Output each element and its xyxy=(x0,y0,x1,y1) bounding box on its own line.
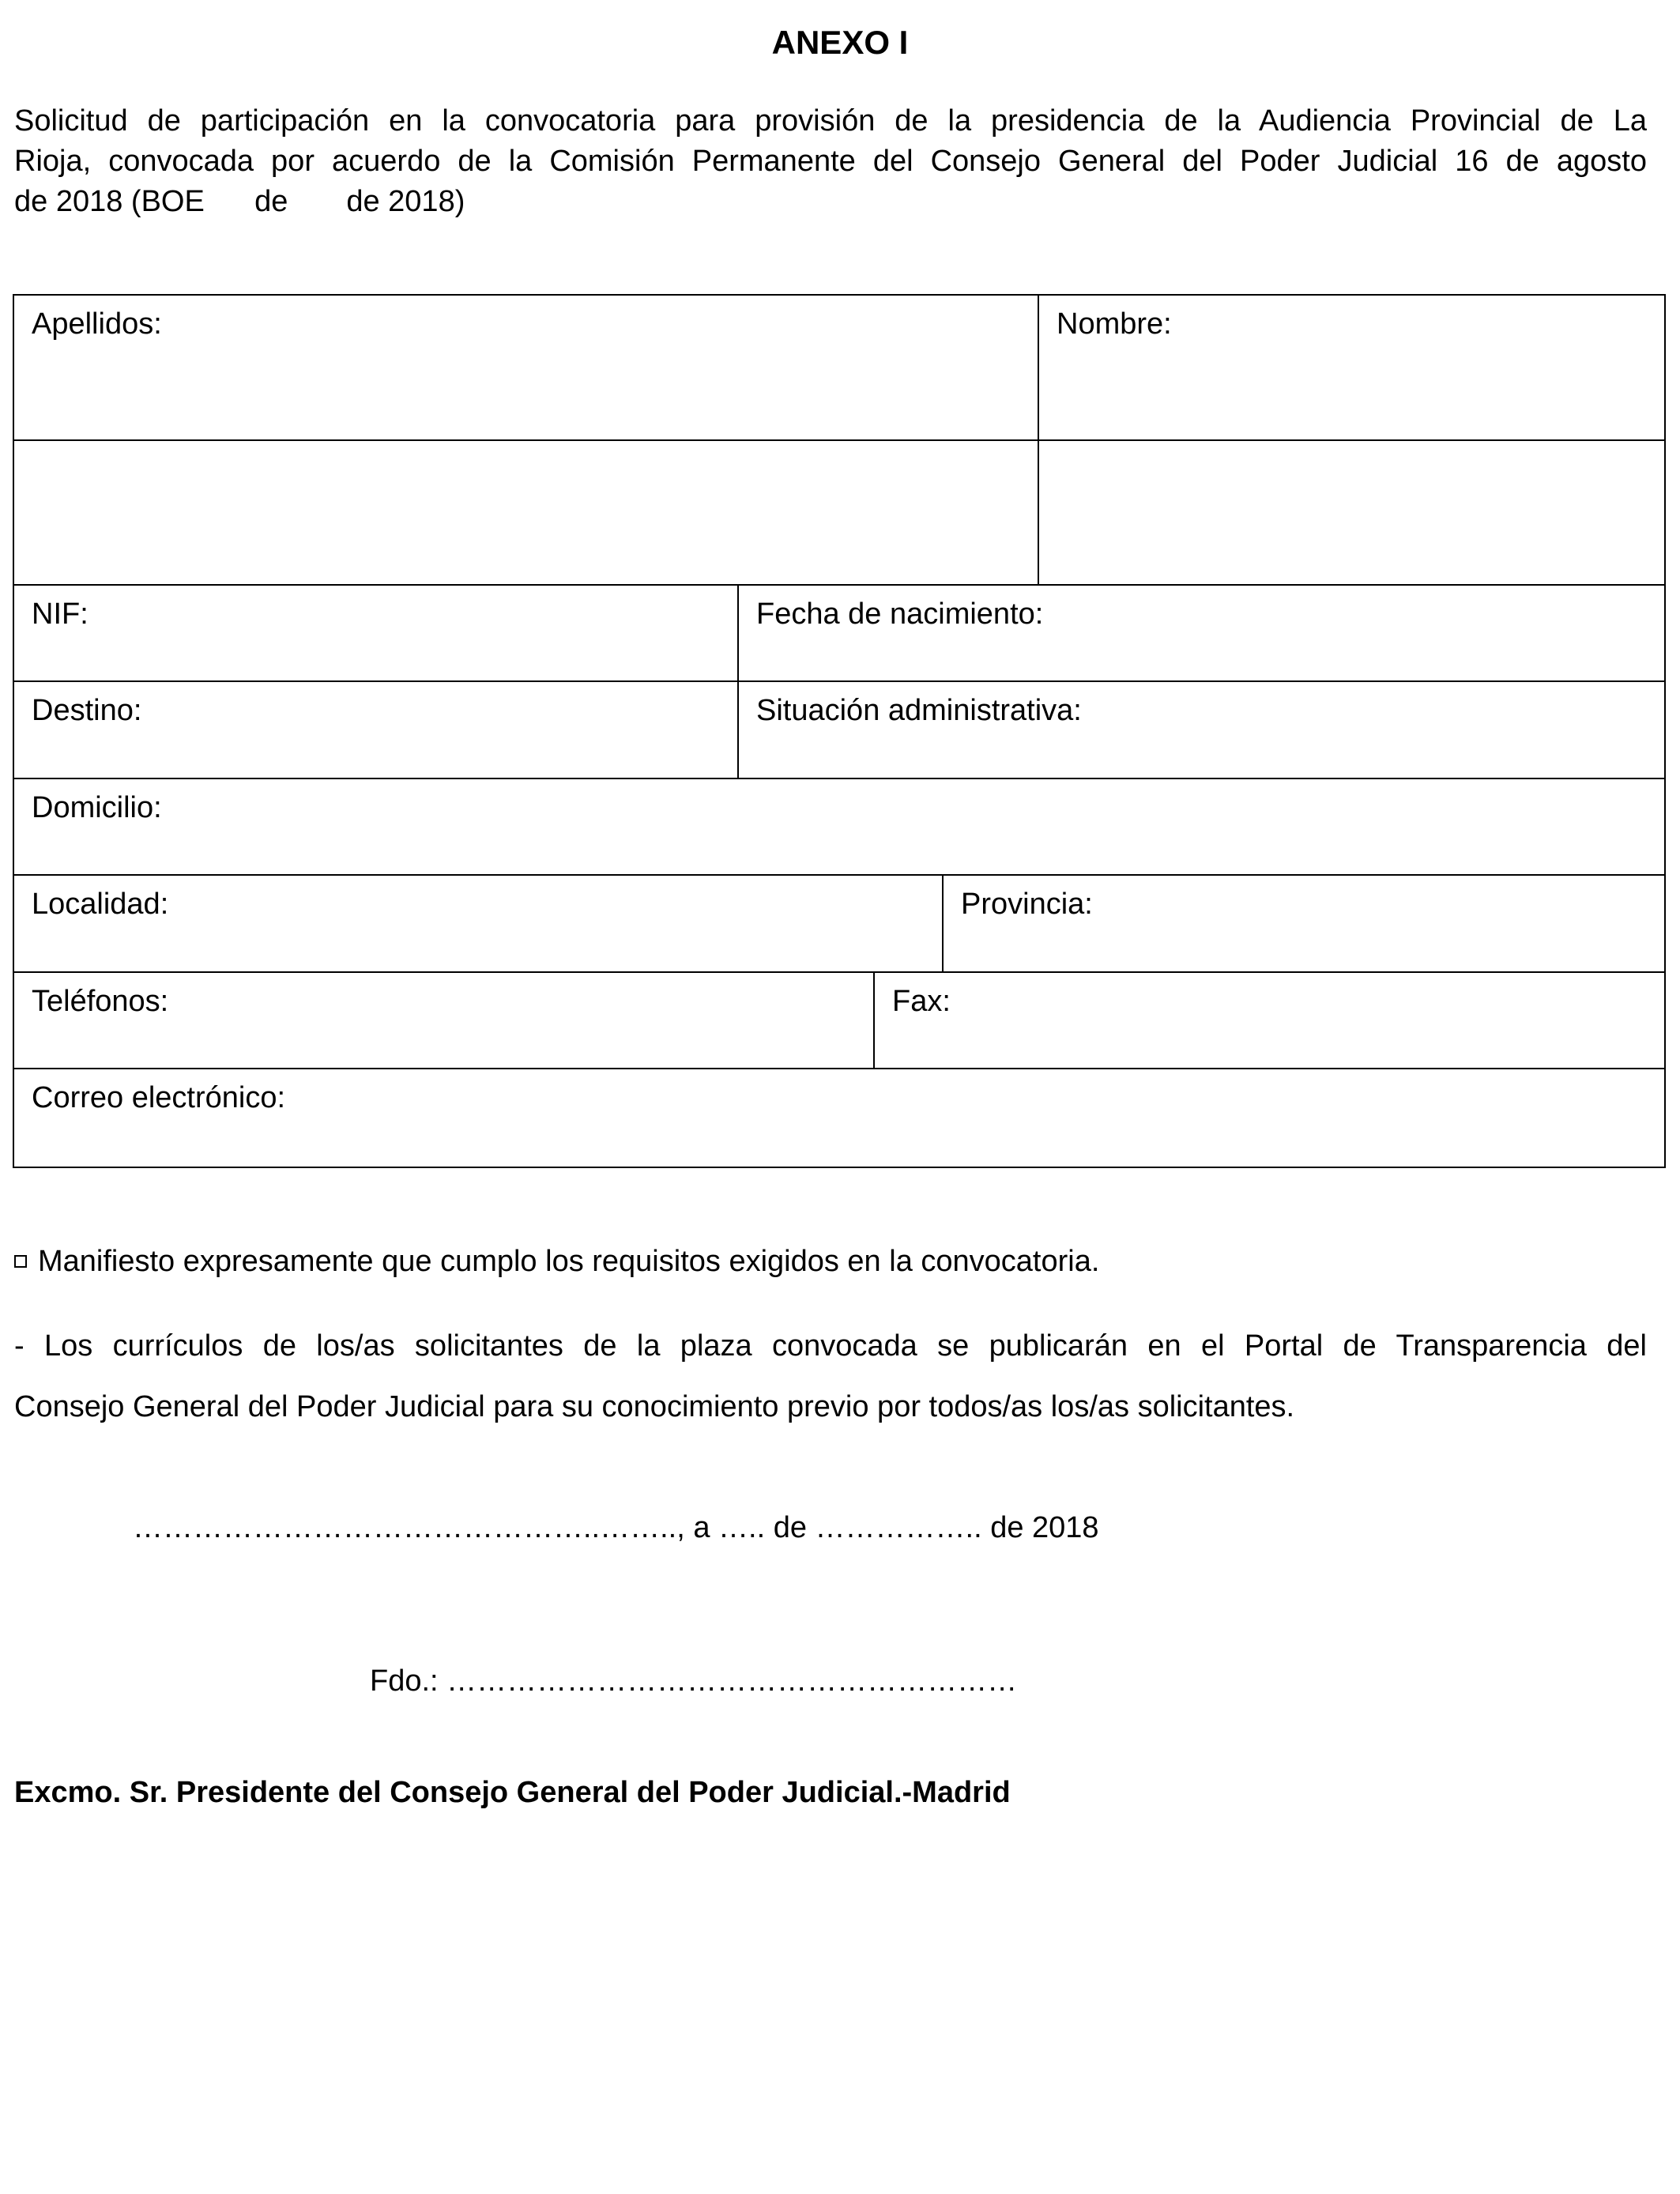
note-line-2: Consejo General del Poder Judicial para su conocimiento previo por todos/as los/as solicitantes. xyxy=(14,1390,1295,1423)
note-line-1: - Los currículos de los/as solicitantes de la plaza convocada se publicarán en el Portal de Transparencia del xyxy=(14,1329,1647,1363)
declaration-line xyxy=(14,1242,1099,1281)
fecha-nacimiento-label: Fecha de nacimiento: xyxy=(756,598,1044,631)
declaration-checkbox[interactable] xyxy=(14,1255,27,1268)
telefonos-cell[interactable] xyxy=(14,973,873,1068)
provincia-cell[interactable] xyxy=(944,876,1666,971)
intro-line-2: Rioja, convocada por acuerdo de la Comisión Permanente del Consejo General del Poder Judicial 16 de agosto xyxy=(14,145,1647,178)
nif-label: NIF: xyxy=(32,598,89,631)
destino-cell[interactable] xyxy=(14,682,737,778)
publication-note xyxy=(14,1316,1647,1438)
nombre-entry-cell[interactable] xyxy=(1039,441,1666,584)
telefonos-label: Teléfonos: xyxy=(32,985,169,1018)
application-form-table xyxy=(13,294,1666,1168)
fax-label: Fax: xyxy=(892,985,951,1018)
signature-line[interactable]: Fdo.: ………………………………………………… xyxy=(370,1664,1018,1698)
document-title: ANEXO I xyxy=(771,24,909,61)
fax-cell[interactable] xyxy=(875,973,1666,1068)
intro-paragraph xyxy=(14,101,1647,222)
destino-label: Destino: xyxy=(32,694,142,727)
nif-cell[interactable] xyxy=(14,586,737,680)
apellidos-label: Apellidos: xyxy=(32,307,162,341)
place-date-line[interactable]: ………………………………………..…….., a ….. de …………….. de 2018 xyxy=(133,1511,1099,1544)
localidad-label: Localidad: xyxy=(32,888,169,921)
apellidos-entry-cell[interactable] xyxy=(14,441,1038,584)
domicilio-label: Domicilio: xyxy=(32,791,162,824)
correo-cell[interactable] xyxy=(14,1069,1666,1167)
intro-line-3: de 2018 (BOE de de 2018) xyxy=(14,185,465,218)
domicilio-cell[interactable] xyxy=(14,779,1666,874)
fecha-nacimiento-cell[interactable] xyxy=(739,586,1666,680)
localidad-cell[interactable] xyxy=(14,876,942,971)
nombre-cell[interactable] xyxy=(1039,296,1666,439)
situacion-label: Situación administrativa: xyxy=(756,694,1082,727)
intro-line-1: Solicitud de participación en la convocatoria para provisión de la presidencia de la Audiencia Provincial de La xyxy=(14,104,1647,138)
declaration-text: Manifiesto expresamente que cumplo los requisitos exigidos en la convocatoria. xyxy=(38,1245,1100,1278)
correo-label: Correo electrónico: xyxy=(32,1081,286,1114)
provincia-label: Provincia: xyxy=(961,888,1093,921)
situacion-cell[interactable] xyxy=(739,682,1666,778)
nombre-label: Nombre: xyxy=(1057,307,1172,341)
addressee: Excmo. Sr. Presidente del Consejo General del Poder Judicial.-Madrid xyxy=(14,1776,1011,1809)
apellidos-cell[interactable] xyxy=(14,296,1038,439)
